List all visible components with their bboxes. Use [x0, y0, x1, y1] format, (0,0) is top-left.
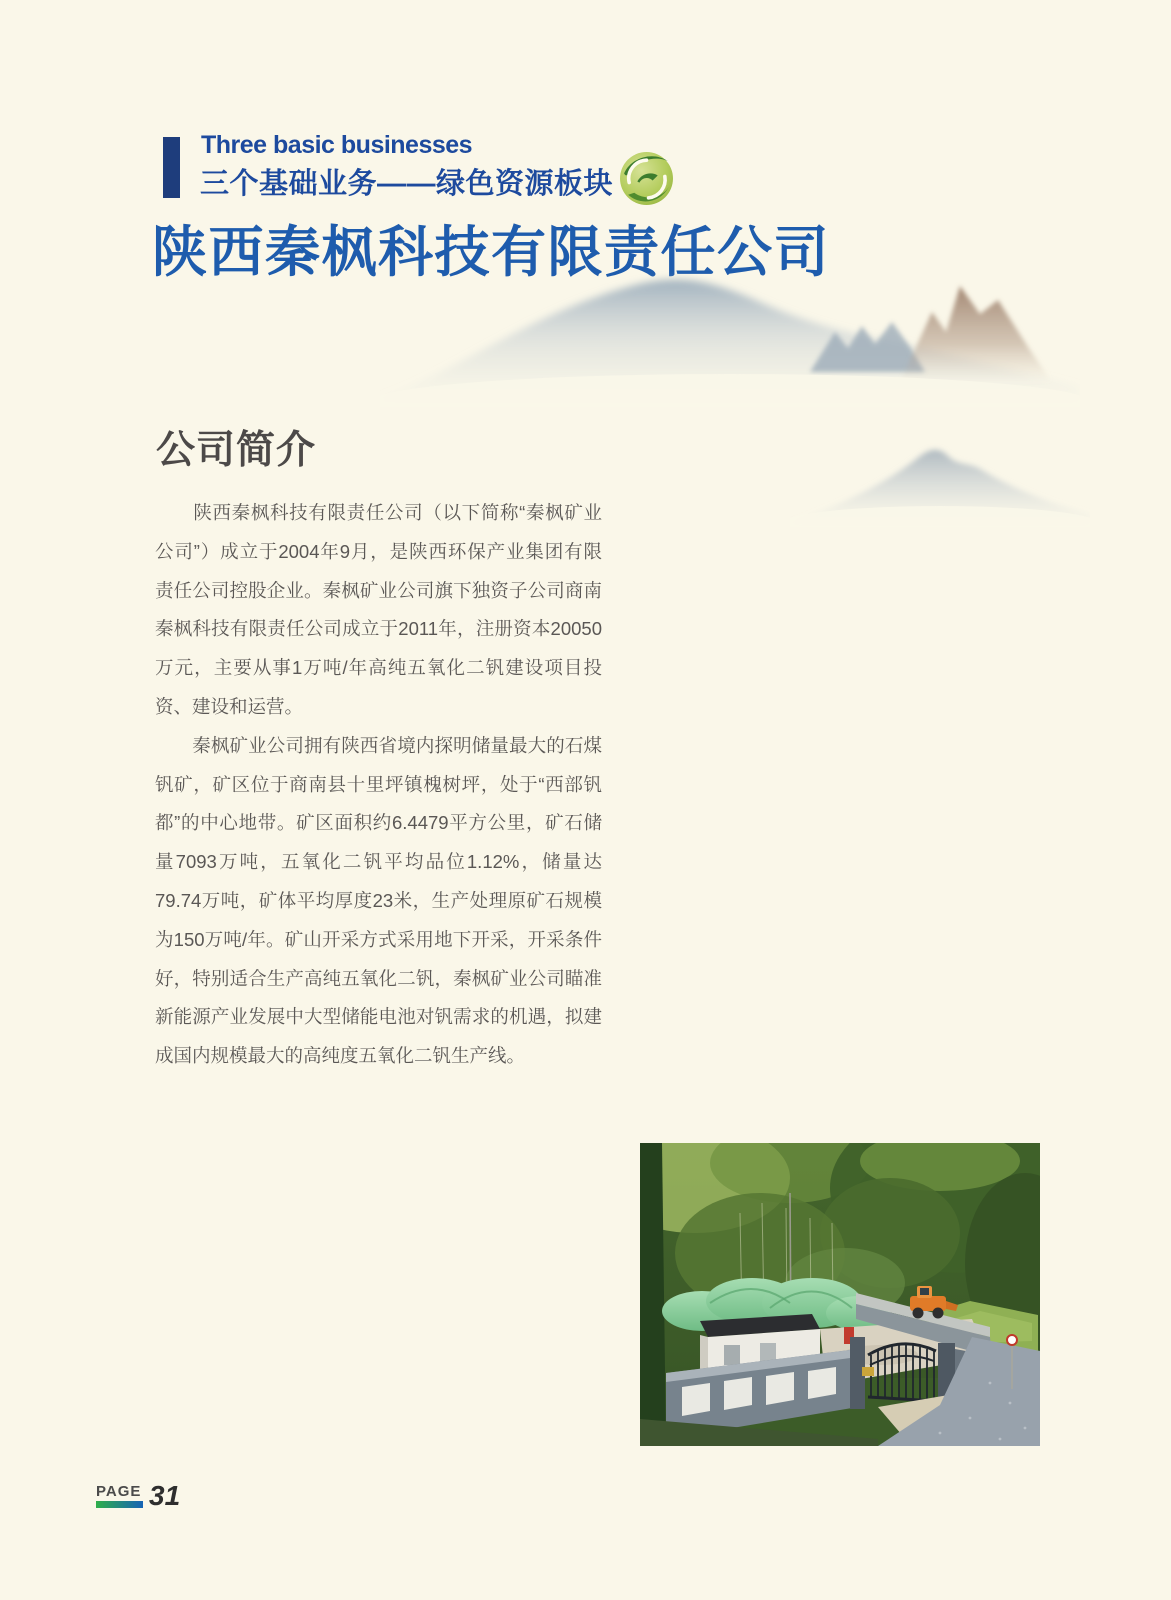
paragraph-line: 好，特别适合生产高纯五氧化二钒，秦枫矿业公司瞄准 — [155, 967, 602, 989]
ink-mountain-small — [790, 432, 1090, 527]
paragraph-line: 79.74万吨，矿体平均厚度23米，生产处理原矿石规模 — [155, 889, 602, 911]
company-intro-text — [155, 494, 602, 1076]
section-heading: 公司简介 — [156, 429, 317, 472]
green-swirl-globe-icon — [619, 151, 674, 206]
paragraph-line: 成国内规模最大的高纯度五氧化二钒生产线。 — [155, 1045, 526, 1067]
paragraph-line: 秦枫矿业公司拥有陕西省境内探明储量最大的石煤 — [155, 734, 602, 756]
header-eyebrow-english: Three basic businesses — [201, 131, 473, 159]
page-footer — [96, 1480, 181, 1511]
header-accent-bar — [163, 137, 180, 198]
paragraph-line: 秦枫科技有限责任公司成立于2011年，注册资本20050 — [155, 618, 602, 640]
paragraph-line: 责任公司控股企业。秦枫矿业公司旗下独资子公司商南 — [155, 579, 602, 601]
paragraph-line: 资、建设和运营。 — [155, 695, 304, 717]
paragraph-line: 量7093万吨，五氧化二钒平均品位1.12%，储量达 — [155, 851, 602, 873]
ink-mountain-large — [380, 252, 1080, 407]
page-title: 陕西秦枫科技有限责任公司 — [152, 221, 831, 283]
header-eyebrow-chinese: 三个基础业务——绿色资源板块 — [200, 168, 614, 200]
mine-site-photo — [640, 1143, 1040, 1446]
page-label: PAGE — [96, 1483, 142, 1500]
paragraph-line: 新能源产业发展中大型储能电池对钒需求的机遇，拟建 — [155, 1006, 602, 1028]
paragraph-line: 万元，主要从事1万吨/年高纯五氧化二钒建设项目投 — [155, 657, 602, 679]
page-gradient-bar — [96, 1501, 143, 1508]
paragraph-line: 陕西秦枫科技有限责任公司（以下简称“秦枫矿业 — [155, 502, 602, 523]
page-label-block — [96, 1484, 143, 1508]
page-number: 31 — [149, 1480, 181, 1511]
paragraph-line: 都”的中心地带。矿区面积约6.4479平方公里，矿石储 — [155, 812, 602, 834]
paragraph-line: 公司”）成立于2004年9月，是陕西环保产业集团有限 — [155, 540, 602, 562]
paragraph-line: 钒矿，矿区位于商南县十里坪镇槐树坪，处于“西部钒 — [155, 773, 602, 795]
paragraph-line: 为150万吨/年。矿山开采方式采用地下开采，开采条件 — [155, 928, 602, 950]
